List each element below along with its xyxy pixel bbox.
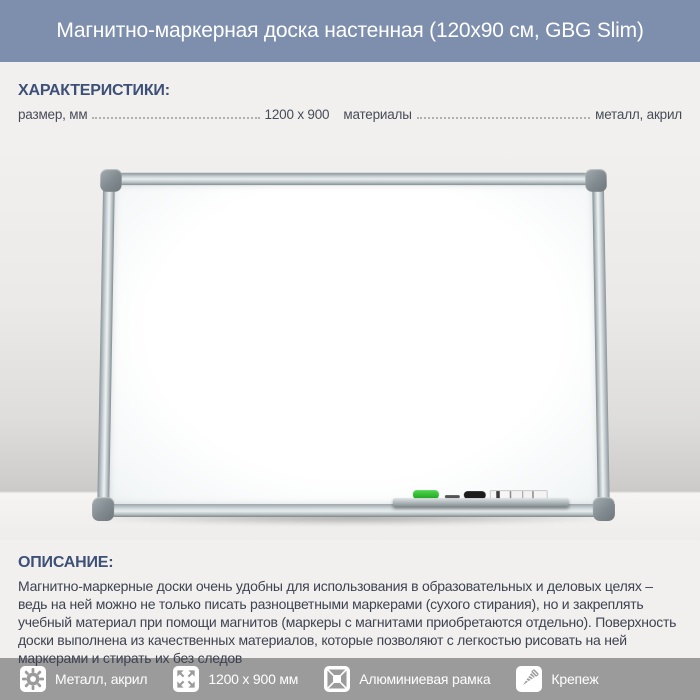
footer-item-size [173, 666, 298, 692]
expand-arrows-icon [173, 666, 199, 692]
tray-bar [393, 498, 569, 507]
description-heading: ОПИСАНИЕ: [18, 554, 114, 571]
dot-leader [92, 117, 259, 119]
product-photo [0, 140, 700, 540]
board-surface [108, 184, 599, 505]
spec-size [18, 107, 343, 122]
footer-item-label: 1200 x 900 мм [208, 671, 299, 687]
whiteboard [97, 173, 610, 517]
frame-icon [324, 666, 350, 692]
page-title: Магнитно-маркерная доска настенная (120x90 см, GBG Slim) [56, 19, 644, 42]
screw-icon [516, 666, 542, 692]
corner-cap-bottom-right [593, 497, 615, 521]
characteristics-heading: ХАРАКТЕРИСТИКИ: [18, 82, 170, 99]
footer-item-frame [324, 666, 490, 692]
footer-item-label: Металл, акрил [55, 671, 148, 687]
description-section [0, 540, 700, 666]
footer-item-label: Алюминиевая рамка [359, 671, 491, 687]
corner-cap-bottom-left [92, 497, 114, 521]
footer-item-material [20, 666, 147, 692]
spec-size-label: размер, мм [18, 107, 88, 122]
characteristics-section [0, 62, 700, 140]
title-bar [0, 0, 700, 62]
spec-size-value: 1200 x 900 [264, 107, 330, 122]
dot-leader [417, 117, 590, 119]
spec-materials [343, 107, 682, 122]
footer-item-mount [516, 666, 598, 692]
corner-cap-top-left [100, 169, 122, 192]
corner-cap-top-right [585, 169, 607, 192]
board-frame-top [112, 173, 595, 185]
spec-row [18, 107, 682, 122]
spec-materials-label: материалы [343, 107, 412, 122]
marker-tray [393, 493, 569, 507]
footer-item-label: Крепеж [551, 671, 599, 687]
gear-icon [20, 666, 46, 692]
spec-materials-value: металл, акрил [595, 107, 682, 122]
description-text: Магнитно-маркерные доски очень удобны для использования в образовательных и деловых целях – ведь на ней можно не только писать разноцветными маркерами (сухого стирания), но и закреплять учебный материал при помощи магнитов (маркеры с магнитами приобретаются отдельно). Поверхность доски выполнена из качественных материалов, которые позволяют с легкостью рисовать на ней маркерами и стирать их без следов [18, 578, 677, 666]
